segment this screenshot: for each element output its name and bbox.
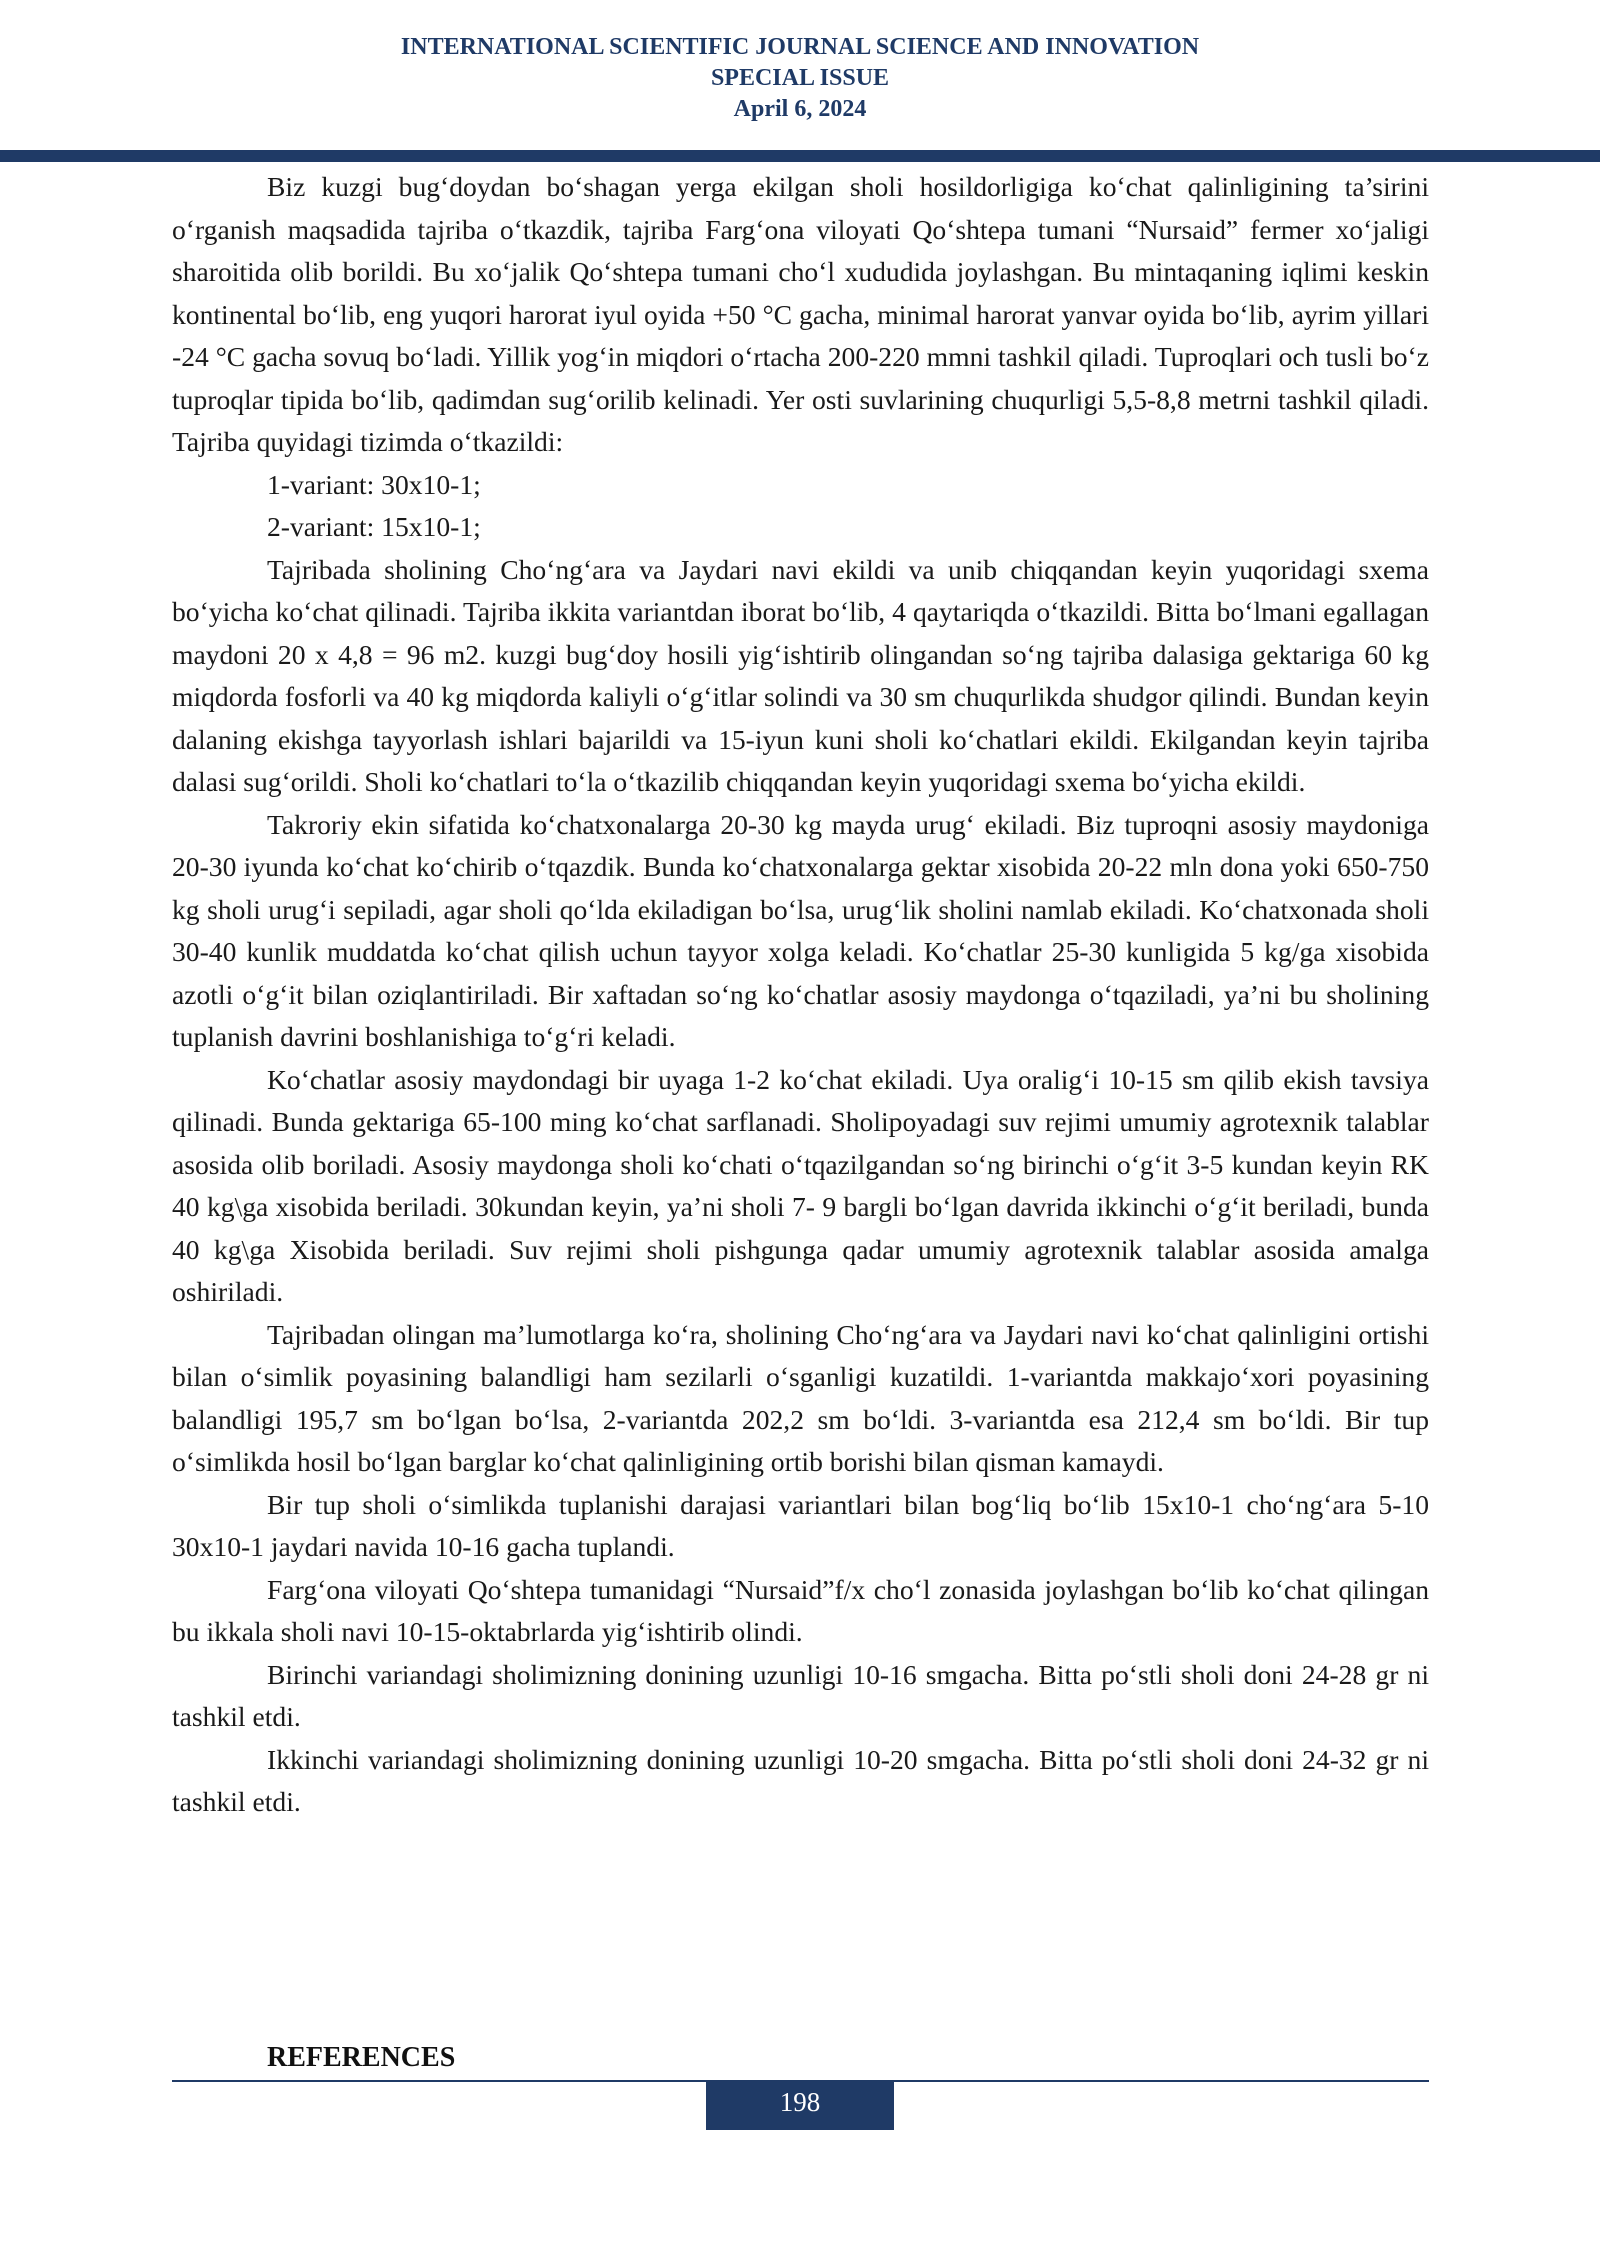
body-paragraph-6: Bir tup sholi o‘simlikda tuplanishi darajasi variantlari bilan bog‘liq bo‘lib 15x10-1 cho‘ng‘ara 5-10 30x10-1 jaydari navida 10-16 gacha tuplandi. bbox=[172, 1488, 1429, 1562]
article-body bbox=[172, 166, 1429, 1824]
journal-title: INTERNATIONAL SCIENTIFIC JOURNAL SCIENCE AND INNOVATION bbox=[400, 34, 1200, 60]
body-paragraph-3: Takroriy ekin sifatida ko‘chatxonalarga 20-30 kg mayda urug‘ ekiladi. Biz tuproqni asosiy maydoniga 20-30 iyunda ko‘chat ko‘chirib o‘tqazdik. Bunda ko‘chatxonalarga gektar xisobida 20-22 mln dona yoki 650-750 kg sholi urug‘i sepiladi, agar sholi qo‘lda ekiladigan bo‘lsa, urug‘lik sholini namlab ekiladi. Ko‘chatxonada sholi 30-40 kunlik muddatda ko‘chat qilish uchun tayyor xolga keladi. Ko‘chatlar 25-30 kunligida 5 kg/ga xisobida azotli o‘g‘it bilan oziqlantiriladi. Bir xaftadan so‘ng ko‘chatlar asosiy maydonga o‘tqaziladi, ya’ni bu sholining tuplanish davrini boshlanishiga to‘g‘ri keladi. bbox=[172, 808, 1429, 1052]
body-paragraph-8: Birinchi variandagi sholimizning donining uzunligi 10-16 smgacha. Bitta po‘stli sholi doni 24-28 gr ni tashkil etdi. bbox=[172, 1658, 1429, 1732]
page-number-badge: 198 bbox=[706, 2082, 894, 2130]
body-paragraph-1: Biz kuzgi bug‘doydan bo‘shagan yerga ekilgan sholi hosildorligiga ko‘chat qalinligining ta’sirini o‘rganish maqsadida tajriba o‘tkazdik, tajriba Farg‘ona viloyati Qo‘shtepa tumani “Nursaid” fermer xo‘jaligi sharoitida olib borildi. Bu xo‘jalik Qo‘shtepa tumani cho‘l xududida joylashgan. Bu mintaqaning iqlimi keskin kontinental bo‘lib, eng yuqori harorat iyul oyida +50 °C gacha, minimal harorat yanvar oyida bo‘lib, ayrim yillari -24 °C gacha sovuq bo‘ladi. Yillik yog‘in miqdori o‘rtacha 200-220 mmni tashkil qiladi. Tuproqlari och tusli bo‘z tuproqlar tipida bo‘lib, qadimdan sug‘orilib kelinadi. Yer osti suvlarining chuqurligi 5,5-8,8 metrni tashkil qiladi. Tajriba quyidagi tizimda o‘tkazildi: bbox=[172, 171, 1429, 457]
special-issue-label: SPECIAL ISSUE bbox=[710, 65, 890, 91]
body-paragraph-2: Tajribada sholining Cho‘ng‘ara va Jaydari navi ekildi va unib chiqqandan keyin yuqoridagi sxema bo‘yicha ko‘chat qilinadi. Tajriba ikkita variantdan iborat bo‘lib, 4 qaytariqda o‘tkazildi. Bitta bo‘lmani egallagan maydoni 20 x 4,8 = 96 m2. kuzgi bug‘doy hosili yig‘ishtirib olingandan so‘ng tajriba dalasiga gektariga 60 kg miqdorda fosforli va 40 kg miqdorda kaliyli o‘g‘itlar solindi va 30 sm chuqurlikda shudgor qilindi. Bundan keyin dalaning ekishga tayyorlash ishlari bajarildi va 15-iyun kuni sholi ko‘chatlari ekildi. Ekilgandan keyin tajriba dalasi sug‘orildi. Sholi ko‘chatlari to‘la o‘tkazilib chiqqandan keyin yuqoridagi sxema bo‘yicha ekildi. bbox=[172, 553, 1429, 797]
variant-item-2: 2-variant: 15x10-1; bbox=[267, 511, 481, 542]
body-paragraph-7: Farg‘ona viloyati Qo‘shtepa tumanidagi “Nursaid”f/x cho‘l zonasida joylashgan bo‘lib ko‘chat qilingan bu ikkala sholi navi 10-15-oktabrlarda yig‘ishtirib olindi. bbox=[172, 1573, 1429, 1647]
body-paragraph-9: Ikkinchi variandagi sholimizning donining uzunligi 10-20 smgacha. Bitta po‘stli sholi doni 24-32 gr ni tashkil etdi. bbox=[172, 1743, 1429, 1817]
header-divider-bar bbox=[0, 150, 1600, 162]
body-paragraph-5: Tajribadan olingan ma’lumotlarga ko‘ra, sholining Cho‘ng‘ara va Jaydari navi ko‘chat qalinligini ortishi bilan o‘simlik poyasining balandligi ham sezilarli o‘sganligi kuzatildi. 1-variantda makkajo‘xori poyasining balandligi 195,7 sm bo‘lgan bo‘lsa, 2-variantda 202,2 sm bo‘ldi. 3-variantda esa 212,4 sm bo‘ldi. Bir tup o‘simlikda hosil bo‘lgan barglar ko‘chat qalinligining ortib borishi bilan qisman kamaydi. bbox=[172, 1318, 1429, 1477]
body-paragraph-4: Ko‘chatlar asosiy maydondagi bir uyaga 1-2 ko‘chat ekiladi. Uya oralig‘i 10-15 sm qilib ekish tavsiya qilinadi. Bunda gektariga 65-100 ming ko‘chat sarflanadi. Sholipoyadagi suv rejimi umumiy agrotexnik talablar asosida olib boriladi. Asosiy maydonga sholi ko‘chati o‘tqazilgandan so‘ng birinchi o‘g‘it 3-5 kundan keyin RK 40 kg\ga xisobida beriladi. 30kundan keyin, ya’ni sholi 7- 9 bargli bo‘lgan davrida ikkinchi o‘g‘it beriladi, bunda 40 kg\ga Xisobida beriladi. Suv rejimi sholi pishgunga qadar umumiy agrotexnik talablar asosida amalga oshiriladi. bbox=[172, 1063, 1429, 1307]
variant-item-1: 1-variant: 30x10-1; bbox=[267, 468, 481, 500]
journal-header bbox=[0, 32, 1600, 125]
references-heading: REFERENCES bbox=[267, 2042, 456, 2073]
issue-date: April 6, 2024 bbox=[733, 96, 867, 122]
